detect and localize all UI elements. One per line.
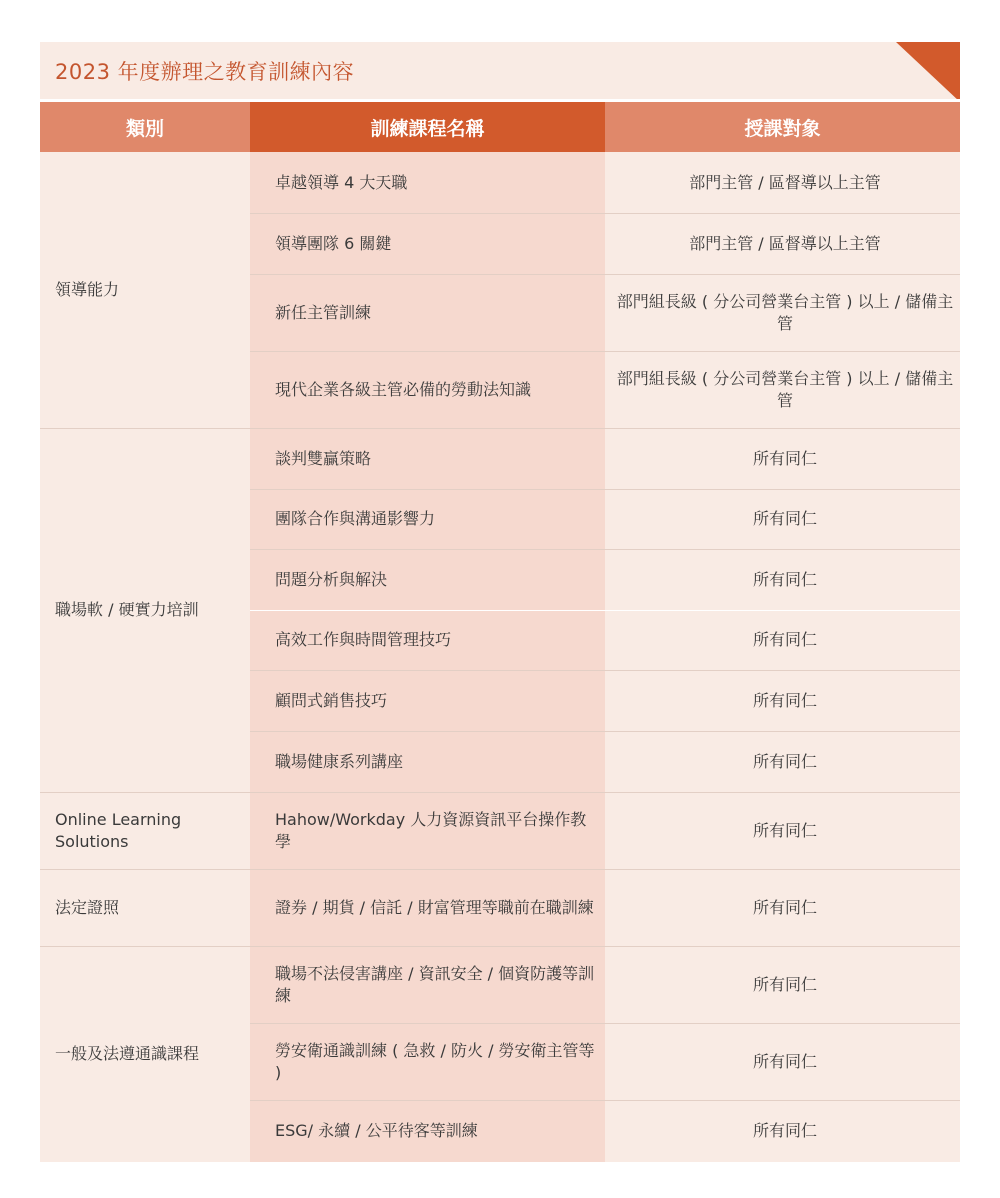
category-online-learning: Online Learning Solutions: [55, 809, 182, 851]
course-name: 職場不法侵害講座 / 資訊安全 / 個資防護等訓練: [275, 963, 595, 1005]
audience: 部門主管 / 區督導以上主管: [689, 233, 881, 253]
course-name: 新任主管訓練: [275, 302, 372, 322]
corner-decoration: [896, 42, 960, 102]
header-course: 訓練課程名稱: [250, 102, 605, 152]
course-name: 勞安衛通識訓練 ( 急救 / 防火 / 勞安衛主管等 ): [275, 1040, 595, 1082]
course-name: 領導團隊 6 關鍵: [275, 233, 392, 253]
audience: 所有同仁: [752, 1121, 817, 1140]
audience: 所有同仁: [752, 569, 817, 589]
course-name: 現代企業各級主管必備的勞動法知識: [275, 379, 532, 399]
course-name: 顧問式銷售技巧: [275, 690, 388, 710]
audience: 所有同仁: [752, 1051, 817, 1071]
course-name: 卓越領導 4 大天職: [275, 172, 408, 192]
course-name: 問題分析與解決: [275, 569, 388, 589]
course-name: 團隊合作與溝通影響力: [275, 509, 436, 528]
page-title: 2023 年度辦理之教育訓練內容: [55, 60, 355, 84]
category-leadership: 領導能力: [55, 280, 120, 299]
category-licenses: 法定證照: [55, 897, 120, 917]
audience: 所有同仁: [752, 690, 817, 710]
category-compliance: 一般及法遵通識課程: [55, 1044, 200, 1063]
header-category: 類別: [40, 102, 250, 152]
audience: 部門組長級 ( 分公司營業台主管 ) 以上 / 儲備主管: [616, 291, 954, 333]
header-audience: 授課對象: [605, 102, 960, 152]
audience: 所有同仁: [752, 751, 817, 771]
course-name: 談判雙贏策略: [275, 448, 372, 468]
audience: 部門組長級 ( 分公司營業台主管 ) 以上 / 儲備主管: [616, 368, 954, 410]
category-workplace-skills: 職場軟 / 硬實力培訓: [55, 600, 199, 619]
course-name: 高效工作與時間管理技巧: [275, 630, 452, 649]
audience: 所有同仁: [752, 509, 817, 528]
audience: 所有同仁: [752, 820, 817, 840]
audience: 所有同仁: [752, 630, 817, 649]
audience: 所有同仁: [752, 897, 817, 917]
course-name: Hahow/Workday 人力資源資訊平台操作教學: [275, 809, 587, 851]
audience: 所有同仁: [752, 974, 817, 994]
course-name: 職場健康系列講座: [275, 751, 404, 771]
audience: 所有同仁: [752, 448, 817, 468]
course-name: 證券 / 期貨 / 信託 / 財富管理等職前在職訓練: [275, 897, 594, 917]
course-name: ESG/ 永續 / 公平待客等訓練: [275, 1121, 478, 1140]
audience: 部門主管 / 區督導以上主管: [689, 172, 881, 192]
